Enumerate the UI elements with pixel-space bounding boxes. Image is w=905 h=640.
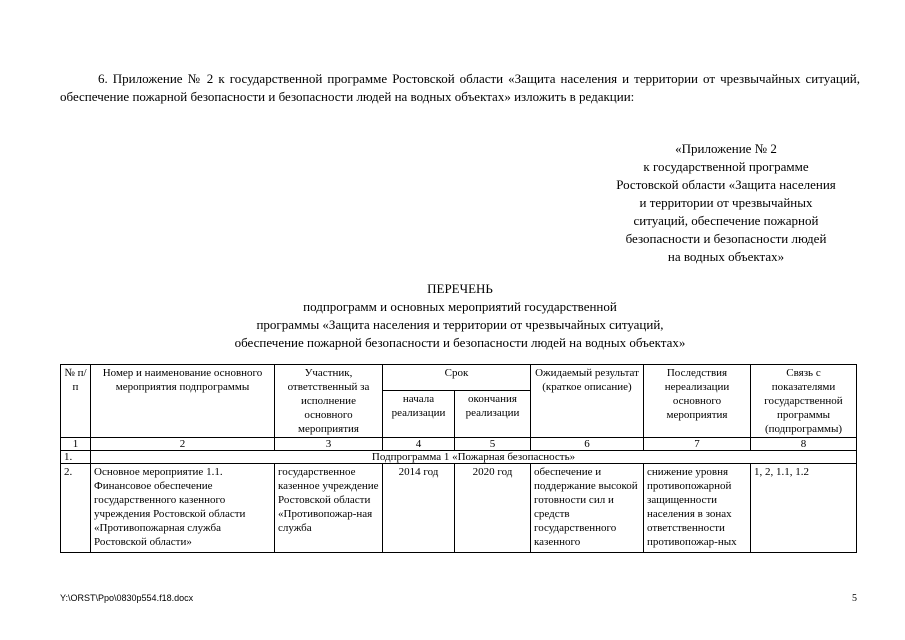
intro-paragraph [60, 70, 860, 106]
column-number: 1 [61, 438, 91, 451]
heading-title: ПЕРЕЧЕНЬ [427, 281, 493, 296]
row-result: обеспечение и поддержание высокой готовности сил и средств государственного казенного [531, 464, 644, 553]
row-consequences: снижение уровня противопожарной защищенности населения в зонах ответственности противопожар-ных [644, 464, 751, 553]
header-num: № п/п [61, 365, 91, 438]
header-consequences: Последствия нереализации основного мероприятия [644, 365, 751, 438]
column-number: 2 [91, 438, 275, 451]
column-number: 6 [531, 438, 644, 451]
subprogram-num: 1. [61, 451, 91, 464]
header-link: Связь с показателями государственной программы (подпрограммы) [751, 365, 857, 438]
page-number: 5 [852, 593, 857, 604]
table-header-row [61, 365, 857, 391]
column-number: 5 [455, 438, 531, 451]
row-end: 2020 год [455, 464, 531, 553]
appendix-line: «Приложение № 2 [675, 141, 777, 156]
header-name: Номер и наименование основного мероприятия подпрограммы [91, 365, 275, 438]
header-term: Срок [383, 365, 531, 391]
appendix-line: на водных объектах» [667, 249, 785, 264]
row-start: 2014 год [383, 464, 455, 553]
table-row [61, 464, 857, 553]
column-number: 7 [644, 438, 751, 451]
row-num: 2. [61, 464, 91, 553]
row-participant: государственное казенное учреждение Ростовской области «Противопожар-ная служба [275, 464, 383, 553]
intro-text: 6. Приложение № 2 к государственной программе Ростовской области «Защита населения и территории от чрезвычайных ситуаций, обеспечение пожарной безопасности и безопасности людей на водных объектах» изложить в редакции: [60, 71, 860, 104]
column-number: 4 [383, 438, 455, 451]
heading-line: обеспечение пожарной безопасности и безопасности людей на водных объектах» [234, 335, 686, 350]
column-number: 3 [275, 438, 383, 451]
footer-file-path: Y:\ORST\Ppo\0830p554.f18.docx [60, 593, 194, 603]
measures-table [60, 364, 857, 553]
appendix-note [592, 140, 860, 266]
appendix-line: Ростовской области «Защита населения [616, 177, 836, 192]
header-participant: Участник, ответственный за исполнение основного мероприятия [275, 365, 383, 438]
appendix-line: и территории от чрезвычайных [639, 195, 813, 210]
header-term-start: начала реализации [383, 390, 455, 437]
subprogram-row [61, 451, 857, 464]
row-name: Основное мероприятие 1.1. Финансовое обеспечение государственного казенного учреждения Ростовской области «Противопожарная служба Ростовской области» [91, 464, 275, 553]
row-link: 1, 2, 1.1, 1.2 [751, 464, 857, 553]
appendix-line: ситуаций, обеспечение пожарной [633, 213, 819, 228]
appendix-line: к государственной программе [643, 159, 809, 174]
column-numbers-row [61, 438, 857, 451]
heading-line: программы «Защита населения и территории от чрезвычайных ситуаций, [256, 317, 664, 332]
appendix-line: безопасности и безопасности людей [625, 231, 827, 246]
header-term-end: окончания реализации [455, 390, 531, 437]
header-result: Ожидаемый результат (краткое описание) [531, 365, 644, 438]
heading-line: подпрограмм и основных мероприятий государственной [303, 299, 617, 314]
column-number: 8 [751, 438, 857, 451]
subprogram-title: Подпрограмма 1 «Пожарная безопасность» [91, 451, 857, 464]
list-heading [150, 280, 770, 352]
